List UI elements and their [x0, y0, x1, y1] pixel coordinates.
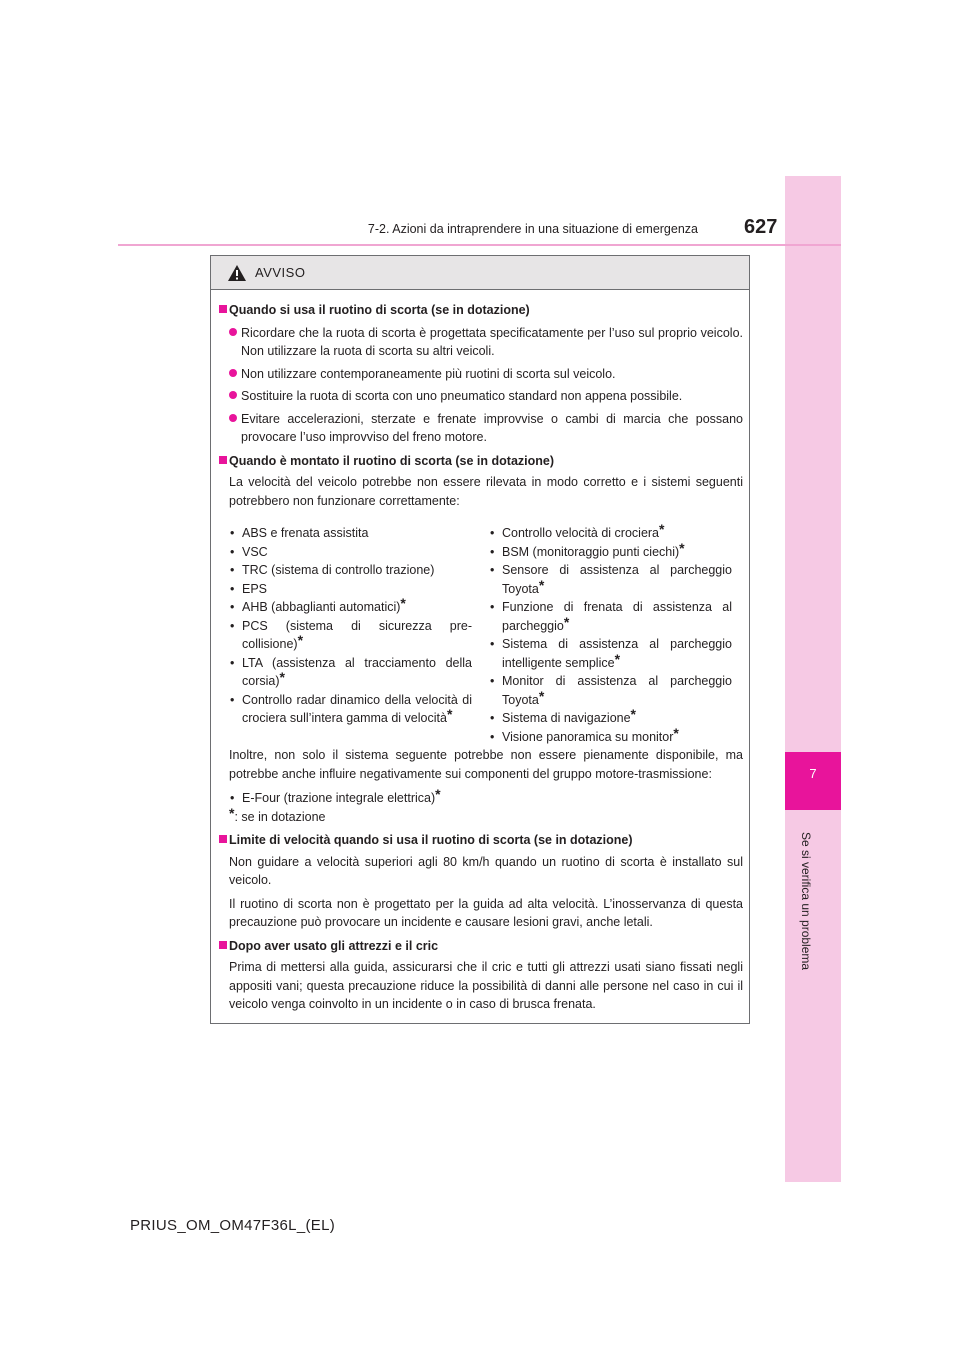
- paragraph: Prima di mettersi alla guida, assicurarsi che il cric e tutti gli attrezzi usati siano fissati negli appositi vani; questa precauzione riduce la possibilità di danni alle persone nel caso in cui il veicolo venga coinvolto in un incidente o in caso di brusca frenata.: [229, 960, 743, 1011]
- asterisk-mark: *: [279, 669, 285, 685]
- asterisk-mark: *: [435, 786, 441, 802]
- bullet-dot: [229, 391, 237, 399]
- bullet-item: [219, 410, 743, 447]
- page-number: 627: [744, 216, 778, 238]
- chapter-title: Se si verifica un problema: [799, 832, 813, 971]
- bullet-dot: [229, 328, 237, 336]
- paragraph: Non guidare a velocità superiori agli 80 km/h quando un ruotino di scorta è installato sul veicolo.: [229, 854, 743, 887]
- list-item: • BSM (monitoraggio punti ciechi)*: [489, 543, 732, 562]
- warning-title: AVVISO: [255, 265, 306, 280]
- bullet-text: Sostituire la ruota di scorta con uno pneumatico standard non appena possibile.: [241, 389, 683, 403]
- paragraph: Inoltre, non solo il sistema seguente potrebbe non essere pienamente disponibile, ma potrebbe anche influire negativamente sui componenti del gruppo motore-trasmissione:: [229, 748, 743, 781]
- list-item: • AHB (abbaglianti automatici)*: [229, 598, 472, 617]
- bullet-dot: [229, 414, 237, 422]
- asterisk-mark: *: [446, 706, 453, 722]
- systems-list-right: [489, 521, 732, 746]
- list-item: • VSC: [229, 543, 472, 562]
- chapter-side-tab: [785, 176, 841, 1182]
- warning-header: [211, 256, 749, 290]
- section-heading: Limite di velocità quando si usa il ruotino di scorta (se in dotazione): [219, 831, 743, 850]
- list-item: • Visione panoramica su monitor*: [489, 728, 732, 747]
- list-item: • PCS (sistema di sicurezza pre-collisione)*: [229, 617, 472, 654]
- list-item: • Controllo velocità di crociera*: [489, 524, 732, 543]
- footnote: [219, 804, 743, 827]
- section-heading: Quando si usa il ruotino di scorta (se in dotazione): [219, 301, 743, 320]
- list-item: • Sistema di assistenza al parcheggio intelligente semplice*: [489, 635, 732, 672]
- bullet-item: [219, 387, 743, 406]
- asterisk-mark: *: [673, 724, 679, 741]
- bullet-item: [219, 324, 743, 361]
- bullet-text: Ricordare che la ruota di scorta è progettata specificatamente per l’uso sul proprio veicolo. Non utilizzare la ruota di scorta su altri veicoli.: [241, 325, 743, 358]
- asterisk-mark: *: [614, 650, 621, 667]
- warning-triangle-icon: [227, 264, 247, 287]
- section-heading: Quando è montato il ruotino di scorta (se in dotazione): [219, 452, 743, 471]
- list-item: • ABS e frenata assistita: [229, 524, 472, 543]
- list-item: • EPS: [229, 580, 472, 599]
- bullet-text: Non utilizzare contemporaneamente più ruotini di scorta sul veicolo.: [241, 366, 616, 381]
- list-item: • E-Four (trazione integrale elettrica)*: [229, 789, 743, 808]
- systems-list-left: [229, 524, 472, 746]
- header-divider: [118, 244, 841, 246]
- bullet-text: Evitare accelerazioni, sterzate e frenate improvvise o cambi di marcia che possano provocare l’uso improvviso del freno motore.: [241, 411, 743, 444]
- list-item: • LTA (assistenza al tracciamento della corsia)*: [229, 654, 472, 691]
- asterisk-mark: *: [297, 632, 304, 648]
- systems-list: [219, 521, 743, 746]
- list-item: • Sensore di assistenza al parcheggio Toyota*: [489, 561, 732, 598]
- bullet-dot: [229, 369, 237, 377]
- warning-content: [219, 296, 743, 1014]
- asterisk-mark: *: [400, 595, 406, 611]
- list-item: • Controllo radar dinamico della velocità di crociera sull’intera gamma di velocità*: [229, 691, 472, 728]
- section-title: 7-2. Azioni da intraprendere in una situazione di emergenza: [367, 222, 698, 236]
- document-code: PRIUS_OM_OM47F36L_(EL): [130, 1217, 336, 1234]
- asterisk-mark: *: [538, 576, 545, 593]
- list-item: • TRC (sistema di controllo trazione): [229, 561, 472, 580]
- paragraph: Il ruotino di scorta non è progettato per la guida ad alta velocità. L’inosservanza di questa precauzione può provocare un incidente e causare lesioni gravi, anche letali.: [229, 896, 743, 929]
- asterisk-mark: *: [538, 687, 545, 704]
- chapter-number: 7: [809, 766, 817, 781]
- section-heading: Dopo aver usato gli attrezzi e il cric: [219, 937, 743, 956]
- list-item: • Monitor di assistenza al parcheggio Toyota*: [489, 672, 732, 709]
- list-item: • Funzione di frenata di assistenza al parcheggio*: [489, 598, 732, 635]
- asterisk-mark: *: [229, 804, 235, 821]
- asterisk-mark: *: [563, 613, 570, 630]
- paragraph: La velocità del veicolo potrebbe non essere rilevata in modo corretto e i sistemi seguenti potrebbero non funzionare correttamente:: [229, 475, 743, 508]
- asterisk-mark: *: [630, 706, 636, 722]
- warning-box: [210, 255, 750, 1024]
- asterisk-mark: *: [679, 539, 685, 556]
- bullet-item: [219, 365, 743, 384]
- asterisk-mark: *: [659, 521, 665, 537]
- footnote-text: : se in dotazione: [234, 809, 326, 824]
- list-item: • Sistema di navigazione*: [489, 709, 732, 728]
- chapter-tab-active[interactable]: [785, 752, 841, 810]
